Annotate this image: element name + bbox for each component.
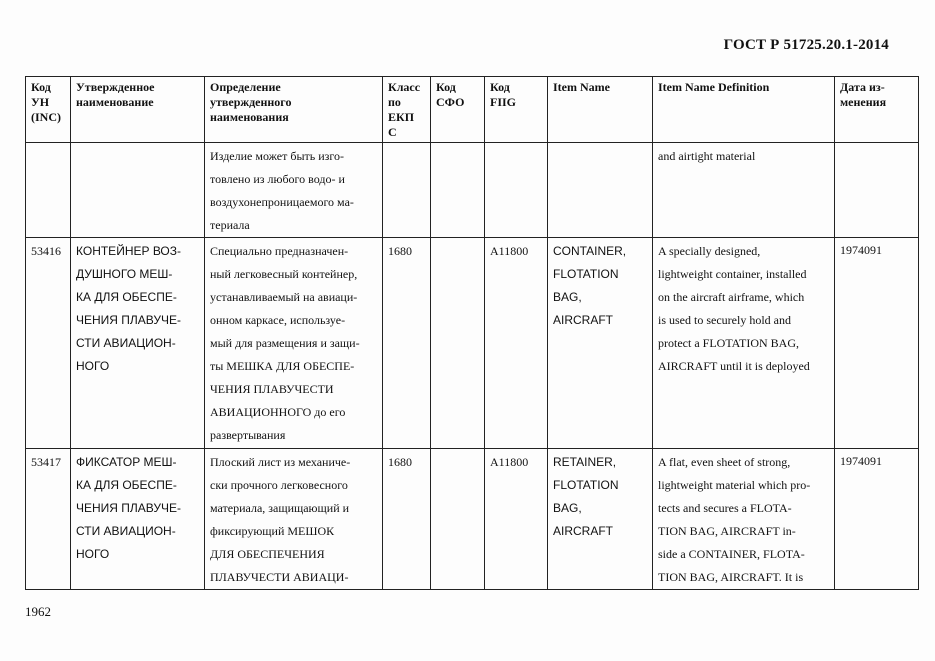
- table-row: [26, 238, 919, 449]
- col-header-inc: Код УН (INC): [26, 77, 71, 143]
- cell-class: 1680: [383, 238, 431, 449]
- col-header-definition: Определение утвержденного наименования: [205, 77, 383, 143]
- cell-item-name: RETAINER, FLOTATION BAG, AIRCRAFT: [548, 449, 653, 590]
- document-header: ГОСТ Р 51725.20.1-2014: [723, 37, 889, 53]
- col-header-fiig: Код FIIG: [485, 77, 548, 143]
- cell-definition: Плоский лист из механиче- ски прочного легковесного материала, защищающий и фиксирующий МЕШОК ДЛЯ ОБЕСПЕЧЕНИЯ ПЛАВУЧЕСТИ АВИАЦИ-: [205, 449, 383, 590]
- cell-inc: 53417: [26, 449, 71, 590]
- table-row: [26, 449, 919, 590]
- cell-sfo: [431, 238, 485, 449]
- cell-fiig: A11800: [485, 449, 548, 590]
- cell-item-definition: A specially designed, lightweight container, installed on the aircraft airframe, which is used to securely hold and protect a FLOTATION BAG, AIRCRAFT until it is deployed: [653, 238, 835, 449]
- cell-change-date: [835, 143, 919, 238]
- col-header-item-name: Item Name: [548, 77, 653, 143]
- table-row-continuation: [26, 143, 919, 238]
- page-number: 1962: [25, 604, 51, 619]
- cell-definition: Специально предназначен- ный легковесный контейнер, устанавливаемый на авиаци- онном каркасе, используе- мый для размещения и защи- ты МЕШКА ДЛЯ ОБЕСПЕ- ЧЕНИЯ ПЛАВУЧЕСТИ АВИАЦИОННОГО до его развертывания: [205, 238, 383, 449]
- cell-item-name: CONTAINER, FLOTATION BAG, AIRCRAFT: [548, 238, 653, 449]
- cell-approved-name: [71, 143, 205, 238]
- classification-table: [25, 76, 919, 590]
- cell-definition: Изделие может быть изго- товлено из любого водо- и воздухонепроницаемого ма- териала: [205, 143, 383, 238]
- cell-change-date: 1974091: [835, 449, 919, 590]
- col-header-item-definition: Item Name Definition: [653, 77, 835, 143]
- cell-sfo: [431, 143, 485, 238]
- cell-class: [383, 143, 431, 238]
- cell-item-name: [548, 143, 653, 238]
- cell-inc: [26, 143, 71, 238]
- cell-approved-name: КОНТЕЙНЕР ВОЗ- ДУШНОГО МЕШ- КА ДЛЯ ОБЕСПЕ- ЧЕНИЯ ПЛАВУЧЕ- СТИ АВИАЦИОН- НОГО: [71, 238, 205, 449]
- cell-change-date: 1974091: [835, 238, 919, 449]
- cell-sfo: [431, 449, 485, 590]
- col-header-sfo: Код СФО: [431, 77, 485, 143]
- col-header-approved-name: Утвержденное наименование: [71, 77, 205, 143]
- cell-fiig: A11800: [485, 238, 548, 449]
- cell-item-definition: A flat, even sheet of strong, lightweight material which pro- tects and secures a FLOTA- TION BAG, AIRCRAFT in- side a CONTAINER, FLOTA- TION BAG, AIRCRAFT. It is: [653, 449, 835, 590]
- cell-inc: 53416: [26, 238, 71, 449]
- table-header-row: [26, 77, 919, 143]
- col-header-class: Класс по ЕКП С: [383, 77, 431, 143]
- cell-fiig: [485, 143, 548, 238]
- cell-approved-name: ФИКСАТОР МЕШ- КА ДЛЯ ОБЕСПЕ- ЧЕНИЯ ПЛАВУЧЕ- СТИ АВИАЦИОН- НОГО: [71, 449, 205, 590]
- cell-class: 1680: [383, 449, 431, 590]
- cell-item-definition: and airtight material: [653, 143, 835, 238]
- col-header-change-date: Дата из- менения: [835, 77, 919, 143]
